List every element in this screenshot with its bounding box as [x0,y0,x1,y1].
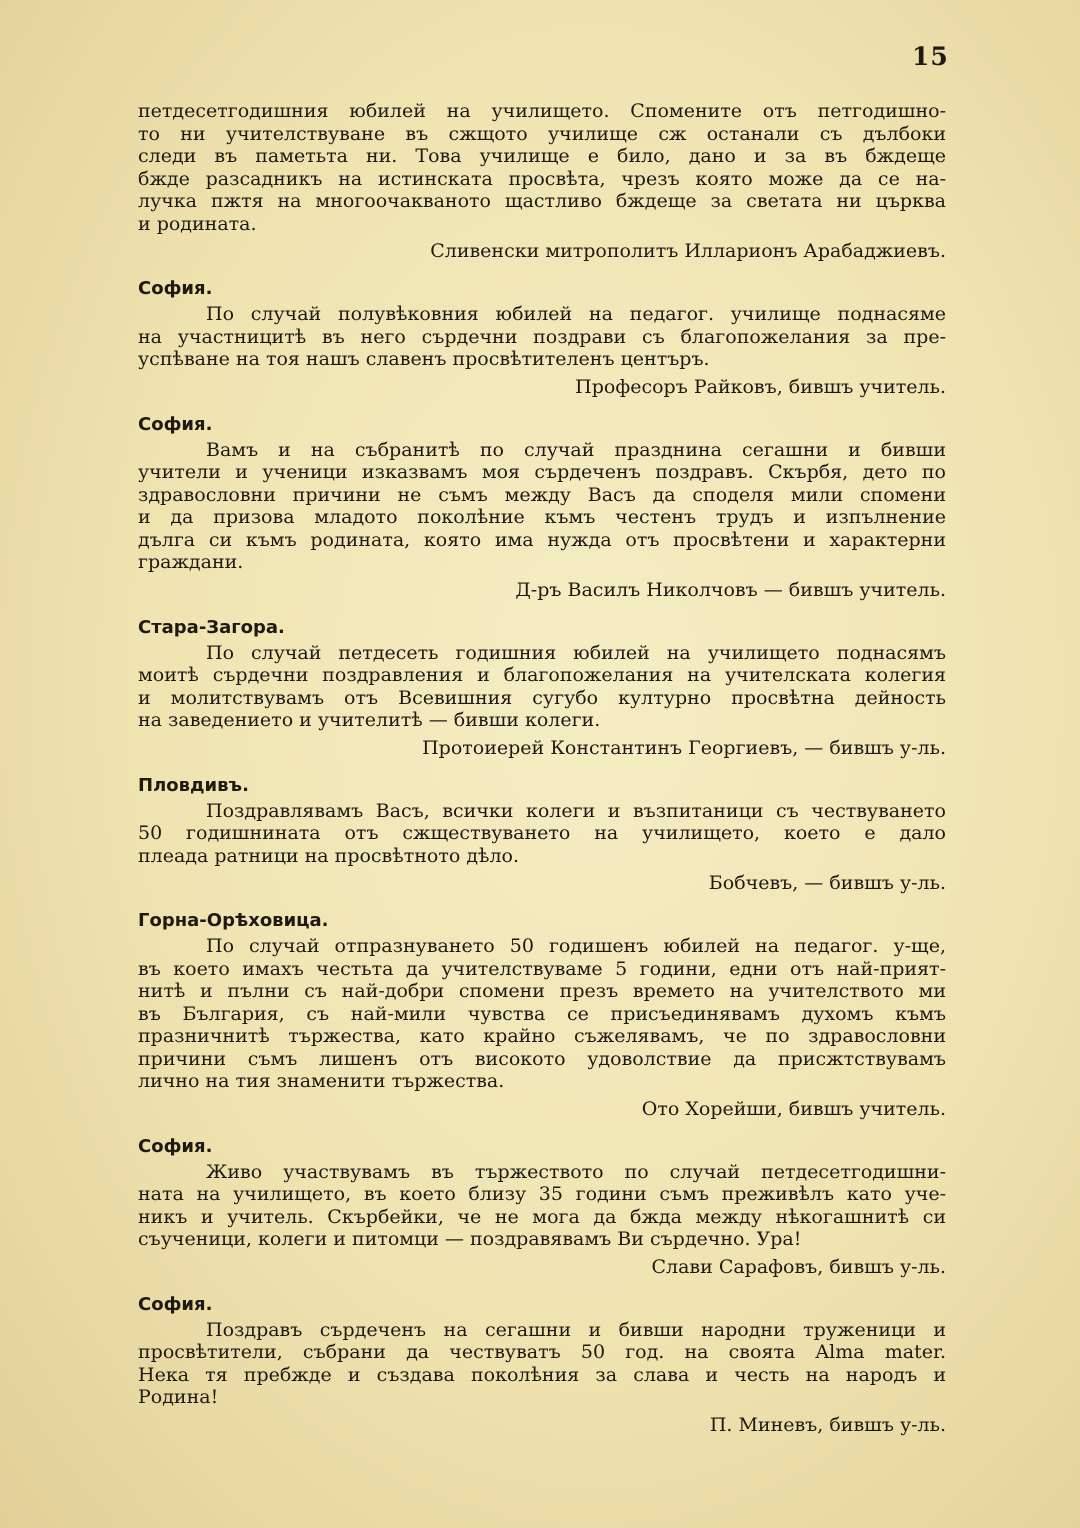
text-line: съученици, колеги и питомци — поздравявамъ Ви сърдечно. Ура! [138,1228,802,1250]
text-line: и да призова младото поколѣние къмъ честенъ трудъ и изпълнение [138,506,946,528]
letter-signature: Протоиерей Константинъ Георгиевъ, — бившъ у-ль. [422,736,946,759]
letter-body [138,642,946,732]
text-line: здравословни причини не съмъ между Васъ да споделя мили спомени [138,483,946,506]
letter-stara-zagora [138,616,946,760]
letter-signature: Професоръ Райковъ, бившъ учитель. [575,375,946,398]
page-body [138,100,946,1437]
text-line: плеада ратници на просвѣтното дѣло. [138,844,520,867]
text-line: въ България, съ най-мили чувства се присъединявамъ духомъ къмъ [138,1002,946,1025]
text-line: причини съмъ лишенъ отъ високото удоволствие да присжтствувамъ [138,1047,946,1070]
letter-sofia-1 [138,277,946,399]
letter-body [138,100,946,235]
letter-heading: София. [138,413,213,435]
letter-body [138,439,946,574]
letter-gorna-oryahovitsa [138,909,946,1121]
text-line: Поздравъ сърдеченъ на сегашни и бивши народни труженици и [206,1318,946,1341]
text-line: граждани. [138,551,244,573]
text-line: ната на училището, въ което близу 35 години съмъ преживѣлъ като уче- [138,1183,946,1205]
text-line: на заведението и учителитѣ — бивши колеги. [138,709,601,731]
letter-heading: Стара-Загора. [138,616,285,638]
text-line: следи въ паметьта ни. Това училище е било, дано и за въ бждеще [138,145,946,167]
text-line: лично на тия знаменити тържества. [138,1070,505,1092]
letter-signature: Бобчевъ, — бившъ у-ль. [708,872,946,894]
letter-heading: София. [138,1135,213,1157]
text-line: Живо участвувамъ въ тържеството по случай петдесетгодишни- [206,1160,946,1183]
letter-body [138,1161,946,1251]
letter-body [138,935,946,1093]
text-line: празничнитѣ тържества, като крайно съжелявамъ, че по здравословни [138,1025,946,1047]
page-number: 15 [912,42,949,71]
text-line: нитѣ и пълни съ най-добри спомени презъ времето на учителството ми [138,980,946,1002]
letter-heading: София. [138,278,213,299]
letter-body [138,1319,946,1409]
letter-signature: П. Миневъ, бившъ у-ль. [709,1413,946,1436]
letter-body [138,800,946,868]
letter-signature: Слави Сарафовъ, бившъ у-ль. [651,1255,946,1278]
letter-body [138,303,946,371]
text-line: никъ и учитель. Скърбейки, че не мога да бжда между нѣкогашнитѣ си [138,1205,946,1228]
text-line: Нека тя пребжде и създава поколѣния за слава и честь на народъ и [138,1363,946,1386]
text-line: дълга си къмъ родината, която има нужда отъ просвѣтени и характерни [138,528,946,551]
letter-plovdiv [138,774,946,896]
letter-signature: Д-ръ Василъ Николчовъ — бившъ учитель. [515,578,946,601]
letter-signature: Ото Хорейши, бившъ учитель. [641,1097,946,1120]
letter-signature: Сливенски митрополитъ Илларионъ Арабаджиевъ. [430,240,946,262]
text-line: Вамъ и на събранитѣ по случай празднина сегашни и бивши [206,438,946,461]
text-line: моитѣ сърдечни поздравления и благопожелания на учителската колегия [138,664,946,686]
intro-block [138,100,946,263]
text-line: просвѣтители, събрани да чествуватъ 50 год. на своята Alma mater. [138,1341,946,1363]
text-line: бжде разсадникъ на истинската просвѣта, чрезъ която може да се на- [138,167,946,190]
text-line: то ни учителствуване въ сжщото училище сж останали съ дълбоки [138,122,946,145]
text-line: По случай полувѣковния юбилей на педагог. училище поднасяме [206,303,946,325]
text-line: на участницитѣ въ него сърдечни поздрави съ благопожелания за пре- [138,325,946,348]
text-line: петдесетгодишния юбилей на училището. Спомените отъ петгодишно- [138,100,946,122]
text-line: и родината. [138,212,257,235]
text-line: Родина! [138,1386,219,1408]
letter-heading: София. [138,1293,213,1315]
text-line: Поздравлявамъ Васъ, всички колеги и възпитаници съ чествуването [206,799,946,822]
text-line: лучка пжтя на многоочакваното щастливо бждеще за светата ни църква [138,190,946,212]
text-line: По случай отпразнуването 50 годишенъ юбилей на педагог. у-ще, [206,935,946,957]
letter-heading: Горна-Орѣховица. [138,910,329,931]
text-line: 50 годишнината отъ сжществуването на училището, което е дало [138,822,946,844]
letter-sofia-4 [138,1293,946,1437]
letter-heading: Пловдивъ. [138,774,249,796]
letter-sofia-3 [138,1135,946,1279]
text-line: По случай петдесеть годишния юбилей на училището поднасямъ [206,641,946,664]
text-line: въ което имахъ честьта да учителствуваме 5 години, едни отъ най-прият- [138,957,946,980]
letter-sofia-2 [138,413,946,602]
text-line: успѣване на тоя нашъ славенъ просвѣтителенъ центъръ. [138,348,710,370]
text-line: и молитствувамъ отъ Всевишния сугубо културно просвѣтна дейность [138,686,946,709]
text-line: учители и ученици изказвамъ моя сърдеченъ поздравъ. Скърбя, дето по [138,461,946,483]
